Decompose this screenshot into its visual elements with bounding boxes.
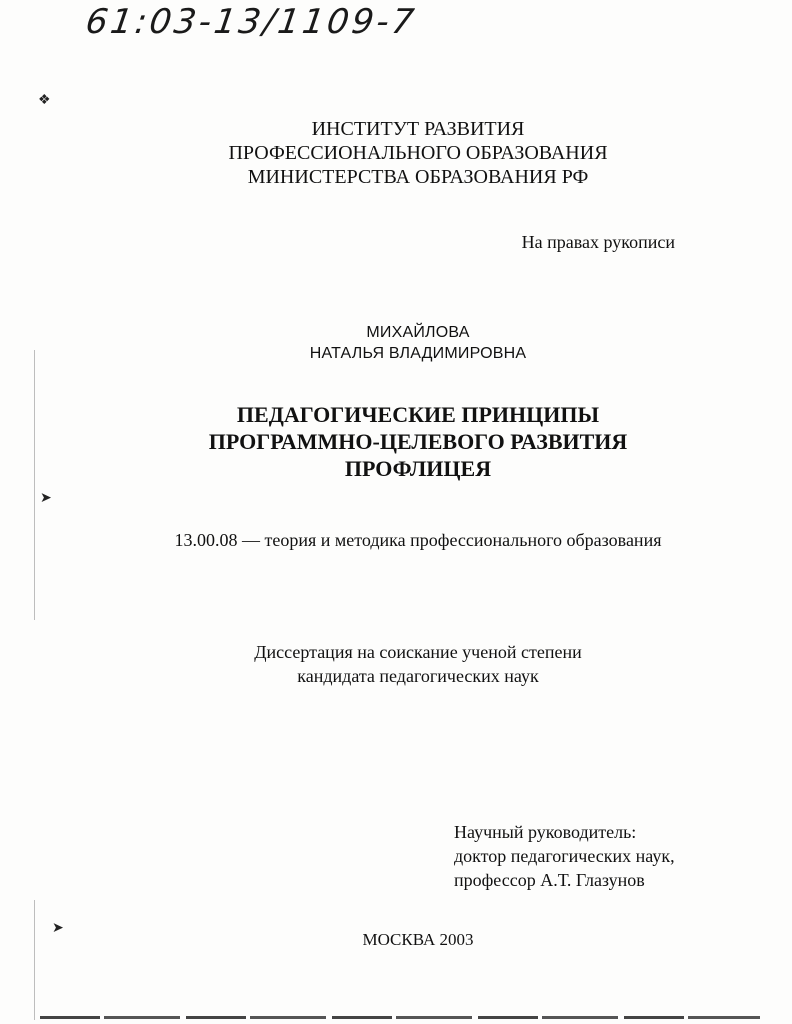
city-year: МОСКВА 2003 [362,930,474,949]
author-surname: МИХАЙЛОВА [366,324,470,341]
author-given-names: НАТАЛЬЯ ВЛАДИМИРОВНА [309,345,527,362]
degree-statement [0,640,792,688]
institute-line: ИНСТИТУТ РАЗВИТИЯ [311,118,525,140]
institute-line: ПРОФЕССИОНАЛЬНОГО ОБРАЗОВАНИЯ [228,142,608,164]
supervisor-line: доктор педагогических наук, [454,846,675,866]
supervisor-block [454,820,675,892]
degree-line: Диссертация на соискание ученой степени [254,642,582,662]
scan-speck-mark: ➤ [52,921,64,936]
title-line: ПРОГРАММНО-ЦЕЛЕВОГО РАЗВИТИЯ [208,429,628,454]
dissertation-title [0,401,792,482]
institute-line: МИНИСТЕРСТВА ОБРАЗОВАНИЯ РФ [247,166,589,188]
scan-speck-mark: ➤ [40,491,52,506]
title-line: ПЕДАГОГИЧЕСКИЕ ПРИНЦИПЫ [236,402,600,427]
title-line: ПРОФЛИЦЕЯ [344,456,492,481]
rights-note: На правах рукописи [521,232,675,252]
author-name [0,322,792,364]
scan-speck-mark: ❖ [38,93,51,108]
scan-margin-line [34,900,35,1020]
scan-bottom-edge [40,1016,760,1019]
degree-line: кандидата педагогических наук [297,666,539,686]
supervisor-line: Научный руководитель: [454,822,637,842]
supervisor-line: профессор А.Т. Глазунов [454,870,645,890]
institute-heading [0,117,792,189]
scan-margin-line [34,350,35,620]
handwritten-catalog-number: 61:03-13/1109-7 [83,2,420,42]
specialty-code: 13.00.08 — теория и методика профессионального образования [174,530,662,550]
